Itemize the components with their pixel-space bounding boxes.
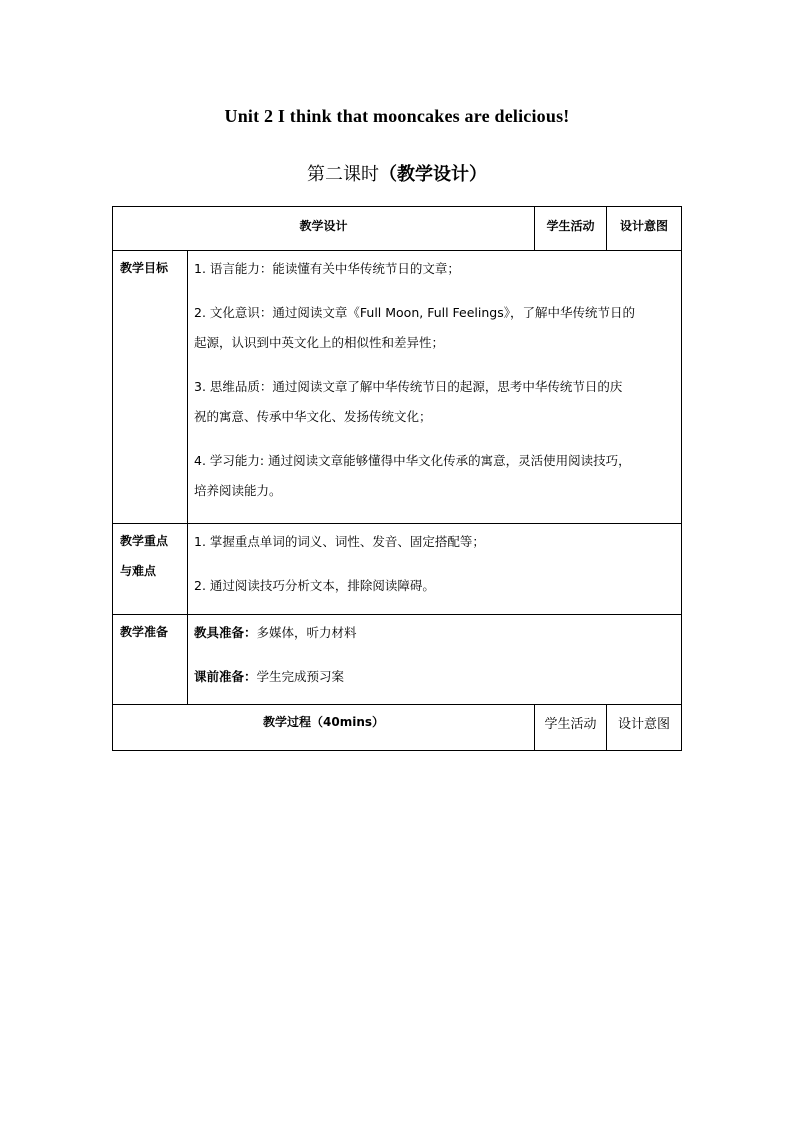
key-points-row [113,524,682,615]
preparation-row [113,615,682,705]
objectives-row [113,251,682,524]
key-point-1: 1. 掌握重点单词的词义、词性、发音、固定搭配等； [194,534,485,549]
objective-4-line1: 4. 学习能力: 通过阅读文章能够懂得中华文化传承的寓意，灵活使用阅读技巧， [194,453,631,468]
objective-item [194,251,675,284]
process-header: 教学过程（40mins） [113,705,535,751]
objective-2-line2: 起源，认识到中英文化上的相似性和差异性； [194,335,445,350]
document-subtitle [0,160,794,186]
preparation-pre [194,662,675,692]
objective-item [194,446,675,506]
preparation-tools [194,615,675,648]
preparation-content [188,615,682,705]
key-points-label-cell [113,524,188,615]
subtitle-plain: 第二课时 [307,164,379,185]
header-design: 教学设计 [113,207,535,251]
key-points-label [113,516,187,586]
objective-4-line2: 培养阅读能力。 [194,483,282,498]
process-header-row [113,705,682,751]
objective-1-line1: 1. 语言能力：能读懂有关中华传统节日的文章； [194,261,460,276]
process-activity-header: 学生活动 [535,705,607,751]
objective-3-line1: 3. 思维品质：通过阅读文章了解中华传统节日的起源，思考中华传统节日的庆 [194,379,623,394]
key-points-label-line1: 教学重点 [120,534,169,548]
pre-class-value: 学生完成预习案 [256,669,345,684]
pre-class-label: 课前准备： [194,669,257,684]
table-header-row [113,207,682,251]
objective-2-line1: 2. 文化意识：通过阅读文章《Full Moon, Full Feelings》，了解中华传统节日的 [194,305,635,320]
process-intent-header: 设计意图 [607,705,682,751]
document-title: Unit 2 I think that mooncakes are delicious! [224,106,570,126]
tools-label: 教具准备： [194,625,257,640]
objective-item [194,372,675,432]
key-points-label-line2: 与难点 [120,564,157,578]
tools-value: 多媒体，听力材料 [256,625,357,640]
preparation-label-cell [113,615,188,705]
header-activity: 学生活动 [535,207,607,251]
key-point-2: 2. 通过阅读技巧分析文本，排除阅读障碍。 [194,578,435,593]
objectives-label: 教学目标 [120,261,169,275]
objectives-content [188,251,682,524]
subtitle-bold: （教学设计） [379,164,487,185]
key-point-item [194,524,675,557]
header-intent: 设计意图 [607,207,682,251]
objective-item [194,298,675,358]
objectives-label-cell [113,251,188,524]
key-points-content [188,524,682,615]
preparation-label: 教学准备 [120,625,169,639]
objective-3-line2: 祝的寓意、传承中华文化、发扬传统文化； [194,409,432,424]
lesson-plan-table [112,206,682,751]
key-point-item [194,571,675,601]
